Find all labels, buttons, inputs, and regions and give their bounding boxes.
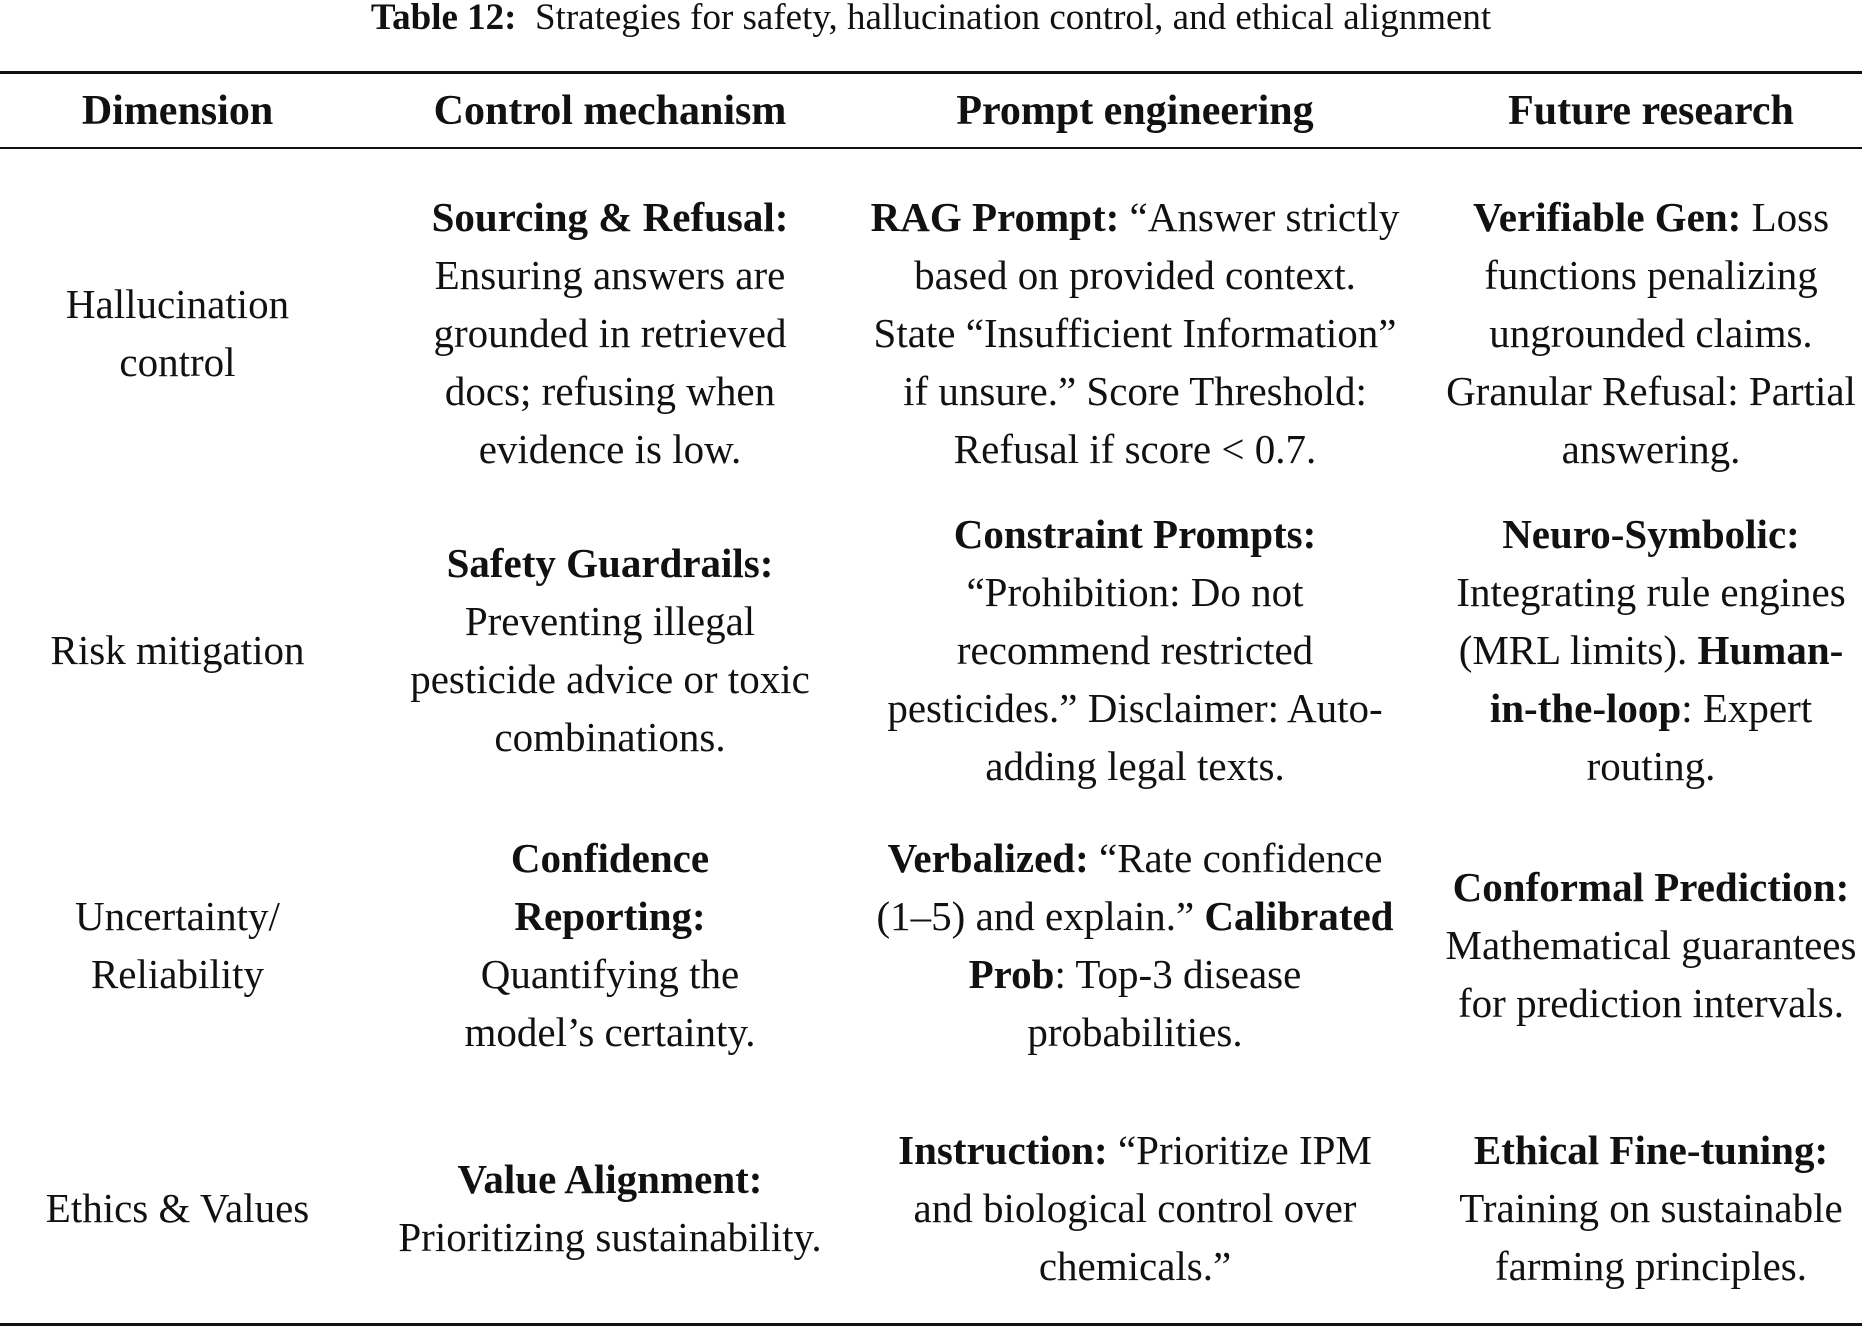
future-bold: Verifiable Gen: (1472, 193, 1742, 240)
control-title: Confidence Reporting: (510, 835, 710, 939)
dimension-text: Hallucination control (65, 280, 290, 385)
table-row-1-dimension (0, 160, 355, 505)
future-bold: Neuro-Symbolic: (1502, 511, 1800, 557)
prompt-bold: RAG Prompt: (870, 193, 1120, 240)
future-text: Integrating rule engines (MRL limits). (1456, 569, 1846, 673)
control-title: Safety Guardrails: (446, 540, 774, 586)
control-title: Sourcing & Refusal: (431, 193, 789, 240)
prompt-text: “Answer strictly based on provided context. State “Insufficient Information” if unsure.” Score Threshold: Refusal if score < 0.7. (873, 193, 1400, 472)
table-row-4-future (1440, 1095, 1862, 1320)
prompt-bold: Constraint Prompts: (953, 511, 1317, 557)
table-row-4-prompt (870, 1095, 1400, 1320)
future-bold-2: Human-in-the-loop (1489, 627, 1844, 731)
control-title: Value Alignment: (457, 1155, 763, 1202)
future-text: Loss functions penalizing ungrounded claims. Granular Refusal: Partial answering. (1446, 193, 1856, 472)
prompt-bold: Verbalized: (887, 835, 1089, 881)
prompt-bold-2: Calibrated Prob (968, 893, 1394, 997)
control-text: Quantifying the model’s certainty. (464, 951, 756, 1055)
prompt-bold: Instruction: (898, 1126, 1108, 1173)
table-row-1-control (395, 160, 825, 505)
prompt-text-2: : Top-3 disease probabilities. (1027, 951, 1302, 1055)
control-text: Prioritizing sustainability. (398, 1213, 822, 1260)
header-rule (0, 147, 1862, 149)
dimension-text: Uncertainty/ Reliability (75, 893, 280, 997)
table-row-3-future (1440, 795, 1862, 1095)
dimension-text: Risk mitigation (50, 627, 305, 673)
prompt-text: “Prioritize IPM and biological control over chemicals.” (913, 1126, 1372, 1289)
table-row-1-prompt (870, 160, 1400, 505)
table-row-2-dimension (0, 505, 355, 795)
table-caption (0, 0, 1862, 40)
dimension-text: Ethics & Values (45, 1184, 310, 1231)
table-row-2-prompt (870, 505, 1400, 795)
header-dimension: Dimension (81, 87, 274, 134)
table-caption-text: Strategies for safety, hallucination control, and ethical alignment (534, 0, 1492, 38)
future-text: Training on sustainable farming principles. (1459, 1184, 1843, 1289)
table-caption-label: Table 12: (370, 0, 517, 38)
table-row-3-control (395, 795, 825, 1095)
prompt-text: “Rate confidence (1–5) and explain.” (876, 835, 1383, 939)
table-row-4-dimension (0, 1095, 355, 1320)
table-row-3-prompt (870, 795, 1400, 1095)
table-row-3-dimension (0, 795, 355, 1095)
header-control-mechanism: Control mechanism (433, 87, 787, 134)
table-row-1-future (1440, 160, 1862, 505)
table-row-2-control (395, 505, 825, 795)
header-prompt-engineering: Prompt engineering (956, 87, 1314, 134)
header-future-research: Future research (1508, 87, 1794, 134)
future-text: Mathematical guarantees for prediction intervals. (1445, 922, 1857, 1026)
table-row-2-future (1440, 505, 1862, 795)
prompt-text: “Prohibition: Do not recommend restricted pesticides.” Disclaimer: Auto-adding legal texts. (887, 569, 1383, 789)
table-row-4-control (395, 1095, 825, 1320)
control-text: Preventing illegal pesticide advice or toxic combinations. (410, 598, 810, 760)
future-bold: Ethical Fine-tuning: (1473, 1126, 1829, 1173)
control-text: Ensuring answers are grounded in retrieved docs; refusing when evidence is low. (433, 251, 787, 472)
future-bold: Conformal Prediction: (1452, 864, 1850, 910)
future-text-2: : Expert routing. (1586, 685, 1813, 789)
